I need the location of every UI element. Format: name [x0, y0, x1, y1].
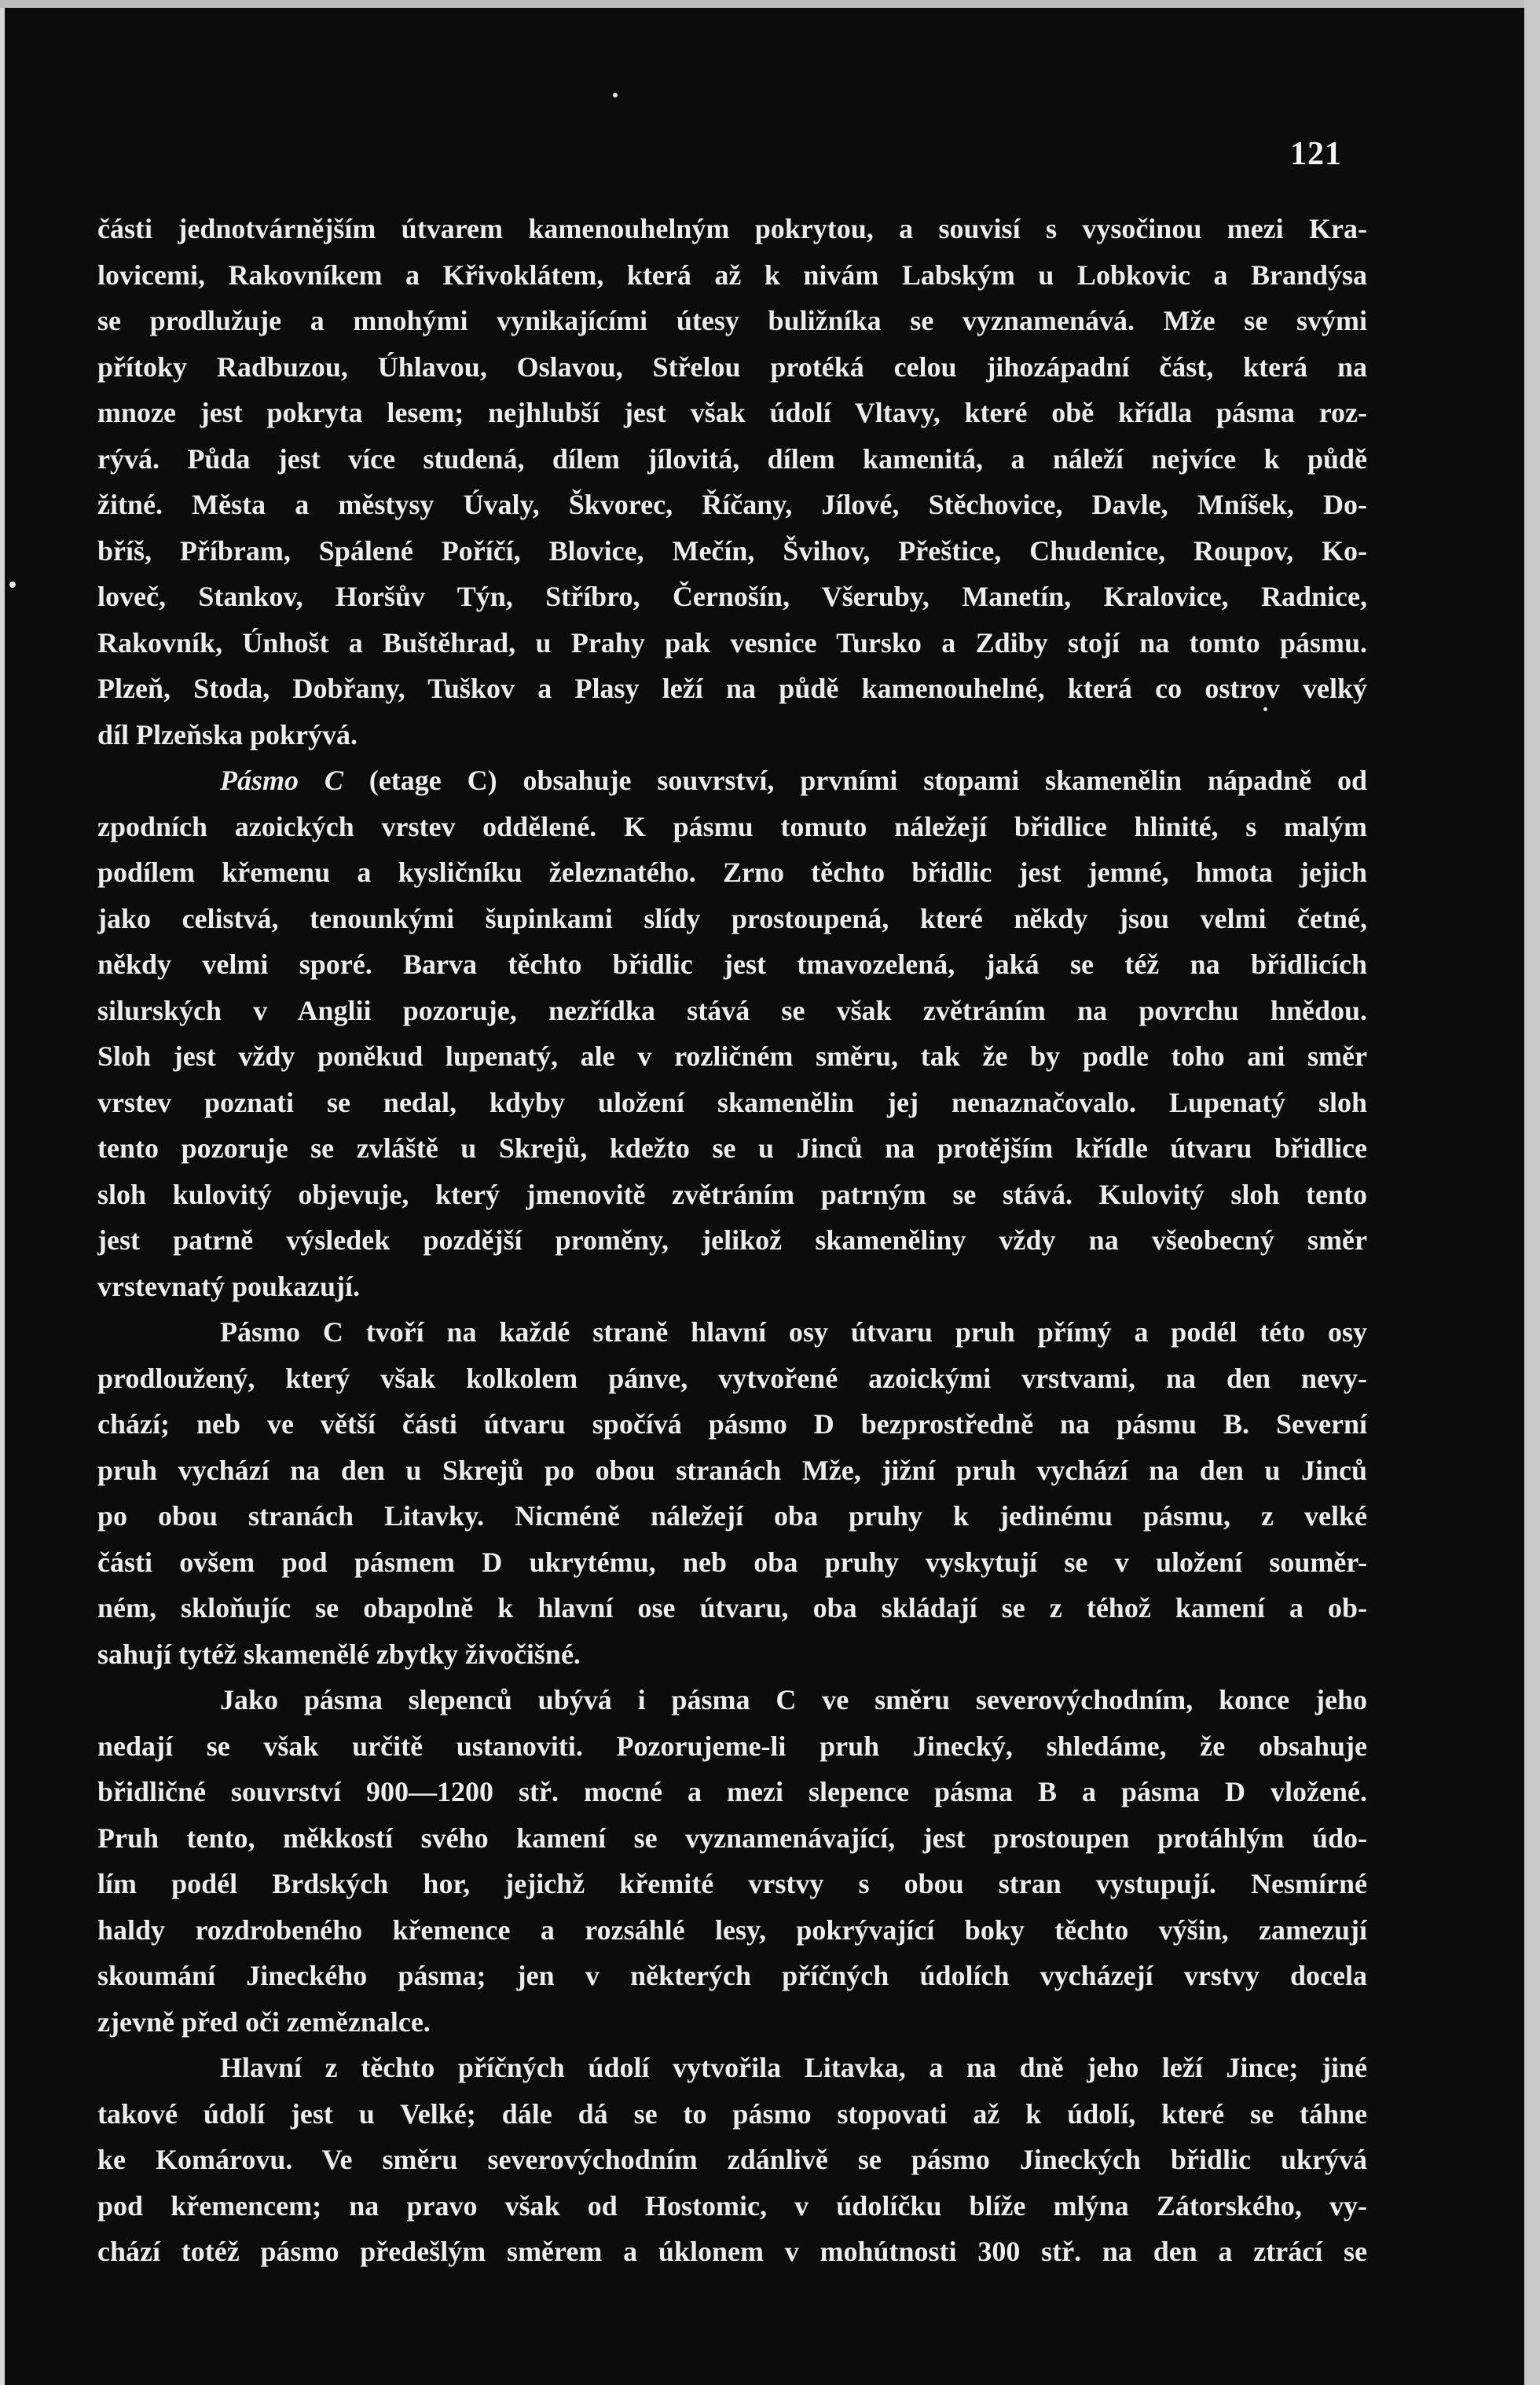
text-line: vrstevnatý poukazují. [97, 1270, 361, 1302]
text-line: břidličné souvrství 900—1200 stř. mocné a mezi slepence pásma B a pásma D vložené. [97, 1776, 1367, 1807]
text-line: jako celistvá, tenounkými šupinkami slídy prostoupená, které někdy jsou velmi četné, [97, 902, 1367, 934]
scan-speck [9, 582, 16, 588]
text-line: podílem křemenu a kysličníku železnatého. Zrno těchto břidlic jest jemné, hmota jejich [97, 857, 1367, 888]
text-line: se prodlužuje a mnohými vynikajícími útesy buližníka se vyznamenává. Mže se svými [97, 305, 1367, 336]
text-line: lím podél Brdských hor, jejichž křemité vrstvy s obou stran vystupují. Nesmírné [97, 1868, 1367, 1899]
text-line: chází totéž pásmo předešlým směrem a úklonem v mohútnosti 300 stř. na den a ztrácí se [97, 2236, 1367, 2267]
text-line: Pásmo C tvoří na každé straně hlavní osy útvaru pruh přímý a podél této osy [220, 1316, 1367, 1348]
text-line: Jako pásma slepenců ubývá i pásma C ve směru severovýchodním, konce jeho [220, 1684, 1367, 1715]
text-line: pod křemencem; na pravo však od Hostomic, v údolíčku blíže mlýna Zátorského, vy- [97, 2189, 1367, 2222]
scan-edge-right [1524, 0, 1540, 2385]
text-line: Hlavní z těchto příčných údolí vytvořila Litavka, a na dně jeho leží Jince; jiné [220, 2052, 1367, 2083]
scan-edge-left [0, 0, 5, 2385]
page-number: 121 [1290, 136, 1342, 172]
text-line: po obou stranách Litavky. Nicméně náležejí oba pruhy k jedinému pásmu, z velké [97, 1500, 1367, 1532]
text-line: díl Plzeňska pokrývá. [97, 718, 358, 750]
text-line: haldy rozdrobeného křemence a rozsáhlé lesy, pokrývající boky těchto výšin, zamezují [97, 1914, 1367, 1946]
text-line: části ovšem pod pásmem D ukrytému, neb oba pruhy vyskytují se v uložení souměr- [97, 1546, 1367, 1578]
text-line: Sloh jest vždy poněkud lupenatý, ale v rozličném směru, tak že by podle toho ani směr [97, 1040, 1367, 1072]
text-line: lovicemi, Rakovníkem a Křivoklátem, která až k nivám Labským u Lobkovic a Brandýsa [97, 259, 1367, 291]
scan-speck [613, 93, 618, 97]
text-line: Rakovník, Únhošt a Buštěhrad, u Prahy pak vesnice Tursko a Zdiby stojí na tomto pásmu. [97, 626, 1367, 659]
text-line: silurských v Anglii pozoruje, nezřídka stává se však zvětráním na povrchu hnědou. [97, 994, 1367, 1026]
text-line: rývá. Půda jest více studená, dílem jílovitá, dílem kamenitá, a náleží nejvíce k půdě [97, 442, 1367, 475]
text-line: Pruh tento, měkkostí svého kamení se vyznamenávající, jest prostoupen protáhlým údo- [97, 1822, 1367, 1854]
text-line: bříš, Příbram, Spálené Poříčí, Blovice, Mečín, Švihov, Přeštice, Chudenice, Roupov, Ko- [97, 534, 1367, 567]
text-line: zpodních azoických vrstev oddělené. K pásmu tomuto náležejí břidlice hlinité, s malým [97, 810, 1367, 842]
scan-edge-top [0, 0, 1540, 8]
text-line: loveč, Stankov, Horšův Týn, Stříbro, Černošín, Všeruby, Manetín, Kralovice, Radnice, [97, 581, 1367, 612]
text-line [97, 758, 1367, 804]
text-line: sloh kulovitý objevuje, který jmenovitě zvětráním patrným se stává. Kulovitý sloh tento [97, 1178, 1367, 1210]
text-line: vrstev poznati se nedal, kdyby uložení skamenělin jej nenaznačovalo. Lupenatý sloh [97, 1086, 1367, 1118]
text-line: mnoze jest pokryta lesem; nejhlubší jest však údolí Vltavy, které obě křídla pásma roz- [97, 397, 1367, 428]
italic-term: Pásmo C [220, 765, 343, 796]
text-line: chází; neb ve větší části útvaru spočívá pásmo D bezprostředně na pásmu B. Severní [97, 1408, 1367, 1440]
body-text [97, 206, 1367, 2275]
text-line: skoumání Jineckého pásma; jen v některých příčných údolích vycházejí vrstvy docela [97, 1960, 1367, 1991]
text-line: sahují tytéž skamenělé zbytky živočišné. [97, 1638, 581, 1670]
text-line: někdy velmi sporé. Barva těchto břidlic jest tmavozelená, jaká se též na břidlicích [97, 948, 1367, 980]
text-line: ném, skloňujíc se obapolně k hlavní ose útvaru, oba skládají se z téhož kamení a ob- [97, 1592, 1367, 1624]
text-line: pruh vychází na den u Skrejů po obou stranách Mže, jižní pruh vychází na den u Jinců [97, 1454, 1367, 1486]
text-line-rest: (etage C) obsahuje souvrství, prvními stopami skamenělin nápadně od [343, 765, 1367, 796]
scan-speck [1263, 707, 1267, 711]
text-line: části jednotvárnějším útvarem kamenouhelným pokrytou, a souvisí s vysočinou mezi Kra- [97, 213, 1367, 244]
paragraph-3 [97, 1309, 1367, 1677]
text-line: Plzeň, Stoda, Dobřany, Tuškov a Plasy leží na půdě kamenouhelné, která co ostrov velký [97, 673, 1367, 704]
text-line: ke Komárovu. Ve směru severovýchodním zdánlivě se pásmo Jineckých břidlic ukrývá [97, 2144, 1367, 2175]
text-line: jest patrně výsledek pozdější proměny, jelikož skameněliny vždy na všeobecný směr [97, 1224, 1367, 1256]
text-line: nedají se však určitě ustanoviti. Pozorujeme-li pruh Jinecký, shledáme, že obsahuje [97, 1730, 1367, 1762]
text-line: tento pozoruje se zvláště u Skrejů, kdežto se u Jinců na protějším křídle útvaru břidlice [97, 1132, 1367, 1164]
paragraph-5 [97, 2045, 1367, 2275]
text-line: prodloužený, který však kolkolem pánve, vytvořené azoickými vrstvami, na den nevy- [97, 1362, 1367, 1394]
text-line: zjevně před oči zeměznalce. [97, 2005, 431, 2038]
text-line: žitné. Města a městysy Úvaly, Škvorec, Říčany, Jílové, Stěchovice, Davle, Mníšek, Do- [97, 489, 1367, 520]
paragraph-2 [97, 758, 1367, 1309]
text-line: přítoky Radbuzou, Úhlavou, Oslavou, Střelou protéká celou jihozápadní část, která na [97, 350, 1367, 383]
paragraph-4 [97, 1677, 1367, 2045]
paragraph-1 [97, 206, 1367, 758]
text-line: takové údolí jest u Velké; dále dá se to pásmo stopovati až k údolí, které se táhne [97, 2097, 1367, 2130]
